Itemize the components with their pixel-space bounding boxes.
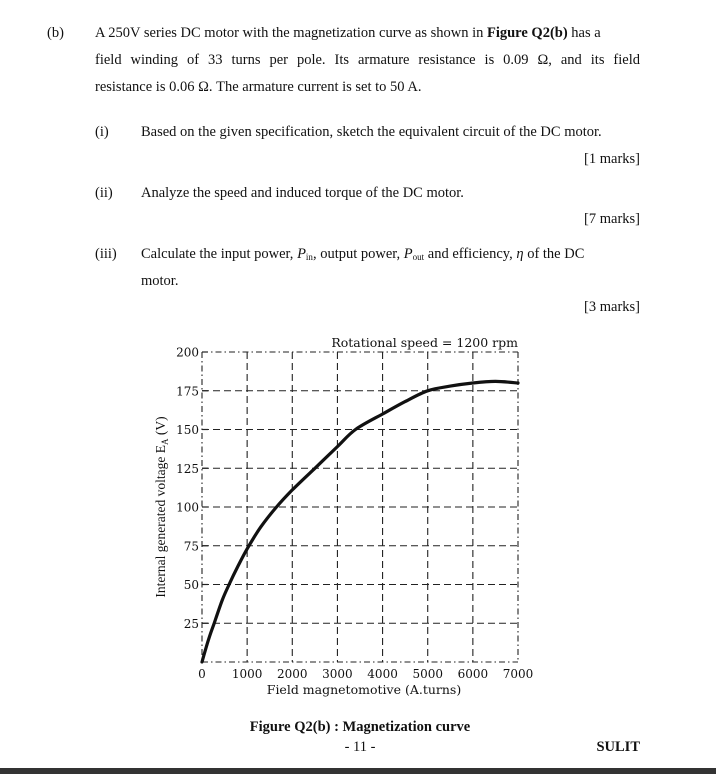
y-axis-label xyxy=(153,416,170,597)
part-iii-marks: [3 marks] xyxy=(584,299,640,315)
question-intro-line-3: resistance is 0.06 Ω. The armature current is set to 50 A. xyxy=(95,79,422,95)
page-number: - 11 - xyxy=(344,739,376,755)
x-tick-label: 2000 xyxy=(277,667,308,681)
part-iii-text-end: of the DC xyxy=(523,246,585,262)
x-tick-label: 5000 xyxy=(412,667,443,681)
x-tick-label: 3000 xyxy=(322,667,353,681)
eta-symbol: η xyxy=(516,246,524,262)
y-tick-label: 200 xyxy=(176,345,199,360)
y-tick-label: 25 xyxy=(183,616,199,631)
question-intro-line-2: field winding of 33 turns per pole. Its armature resistance is 0.09 Ω, and its field xyxy=(95,52,640,68)
part-ii-marks: [7 marks] xyxy=(584,211,640,227)
p-out-subscript: out xyxy=(412,252,425,262)
chart-title: Rotational speed = 1200 rpm xyxy=(331,335,518,350)
figure-caption: Figure Q2(b) : Magnetization curve xyxy=(249,719,471,735)
y-tick-label: 50 xyxy=(183,578,199,592)
p-in-subscript: in xyxy=(305,252,313,262)
magnetization-curve-line xyxy=(202,381,518,662)
part-i-marks: [1 marks] xyxy=(584,151,640,167)
y-tick-label: 175 xyxy=(176,384,199,399)
svg-text:Internal generated voltage EA: Internal generated voltage $E_A$ (V) xyxy=(153,416,170,598)
page-bottom-border xyxy=(0,768,716,774)
part-iii-text-line-2: motor. xyxy=(141,273,179,289)
question-label: (b) xyxy=(47,25,64,41)
part-iii-label: (iii) xyxy=(95,246,117,262)
y-tick-label: 100 xyxy=(176,500,199,515)
x-tick-label: 1000 xyxy=(231,667,263,681)
part-ii-text: Analyze the speed and induced torque of the DC motor. xyxy=(141,185,464,201)
y-tick-label: 125 xyxy=(176,461,199,476)
chart-grid xyxy=(202,352,518,662)
y-tick-label: 75 xyxy=(183,539,199,554)
classification-label: SULIT xyxy=(596,739,640,755)
x-tick-label: 6000 xyxy=(457,667,489,681)
part-i-label: (i) xyxy=(95,124,109,140)
intro-text-post: has a xyxy=(567,25,601,41)
x-tick-label: 4000 xyxy=(367,667,398,681)
y-tick-label: 150 xyxy=(176,423,199,437)
intro-text-pre: A 250V series DC motor with the magnetization curve as shown in xyxy=(95,25,487,41)
part-iii-text-pre: Calculate the input power, xyxy=(141,246,298,262)
figure-reference: Figure Q2(b) xyxy=(486,25,568,41)
x-tick-label: 0 xyxy=(198,667,206,681)
x-axis-label: Field magnetomotive (A.turns) xyxy=(266,682,462,697)
part-iii-text-post: and efficiency, xyxy=(424,246,517,262)
part-ii-label: (ii) xyxy=(95,185,113,201)
p-out-symbol: P xyxy=(403,246,413,262)
chart-ticks xyxy=(176,346,533,682)
x-tick-label: 7000 xyxy=(502,667,534,681)
p-in-symbol: P xyxy=(297,246,306,262)
part-iii-text-mid: , output power, xyxy=(312,246,404,262)
part-i-text: Based on the given specification, sketch the equivalent circuit of the DC motor. xyxy=(141,124,602,140)
